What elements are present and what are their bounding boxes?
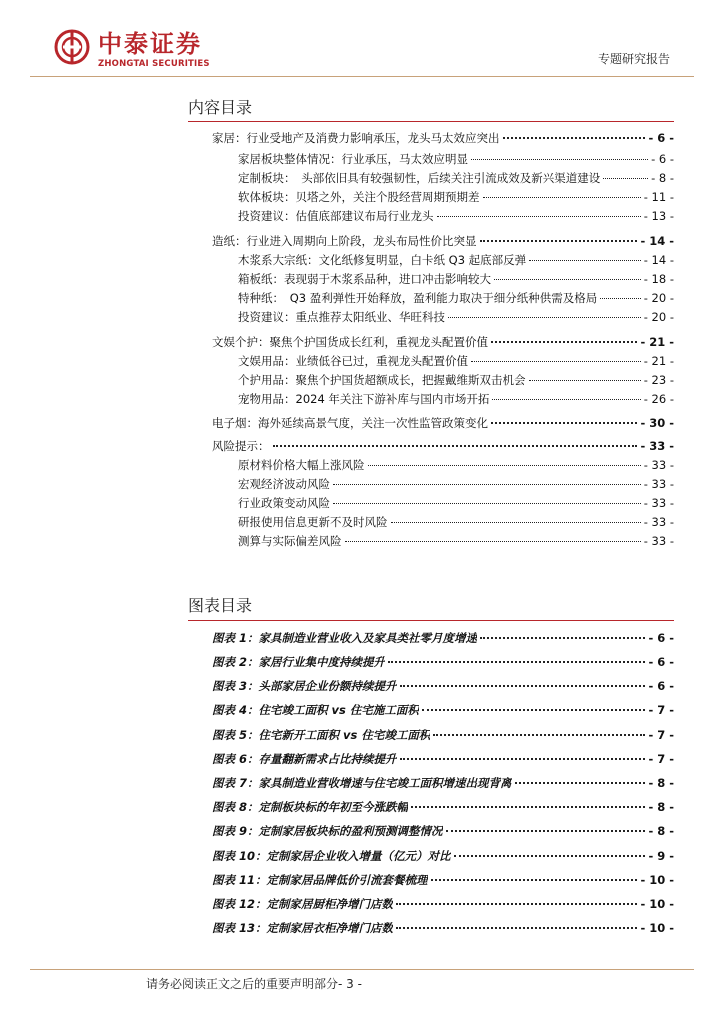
toc-entry-title: 特种纸： Q3 盈利弹性开始释放，盈利能力取决于细分纸种供需及格局: [238, 291, 598, 305]
figure-entry-title: 图表 11：定制家居品牌低价引流套餐梳理: [212, 873, 428, 887]
toc-entry-page: - 33 -: [643, 534, 674, 548]
footer-text: 请务必阅读正文之后的重要声明部分: [146, 977, 339, 991]
dot-leader: [433, 734, 645, 736]
toc-entry-page: - 30 -: [640, 416, 674, 430]
toc-entry[interactable]: [238, 513, 674, 531]
figure-entry[interactable]: [212, 798, 674, 816]
dot-leader: [503, 137, 646, 139]
toc-entry[interactable]: [212, 414, 674, 432]
dot-leader: [400, 685, 646, 687]
figure-entry-title: 图表 13：定制家居衣柜净增门店数: [212, 921, 394, 935]
dot-leader: [422, 709, 646, 711]
figures-title-rule: [188, 620, 674, 621]
toc-entry-title: 定制板块： 头部依旧具有较强韧性，后续关注引流成效及新兴渠道建设: [238, 171, 601, 185]
figure-entry-page: - 10 -: [640, 921, 674, 935]
figure-entry[interactable]: [212, 847, 674, 865]
dot-leader: [454, 855, 646, 857]
toc-entry[interactable]: [238, 475, 674, 493]
figure-entry-title: 图表 5：住宅新开工面积 vs 住宅竣工面积: [212, 728, 431, 742]
brand-name-cn: 中泰证券: [98, 30, 202, 58]
dot-leader: [529, 380, 641, 381]
toc-entry[interactable]: [212, 333, 674, 351]
header-divider: [30, 76, 694, 77]
toc-entry-page: - 11 -: [643, 190, 674, 204]
dot-leader: [483, 197, 641, 198]
dot-leader: [368, 465, 641, 466]
dot-leader: [480, 637, 645, 639]
toc-entry-page: - 6 -: [651, 152, 674, 166]
toc-entry-page: - 8 -: [651, 171, 674, 185]
toc-entry-title: 文娱个护：聚焦个护国货成长红利，重视龙头配置价值: [212, 335, 488, 349]
toc-entry-title: 木浆系大宗纸：文化纸修复明显，白卡纸 Q3 起底部反弹: [238, 253, 527, 267]
figure-entry[interactable]: [212, 871, 674, 889]
dot-leader: [333, 484, 641, 485]
toc-entry-title: 箱板纸：表现弱于木浆系品种，进口冲击影响较大: [238, 272, 491, 286]
dot-leader: [400, 758, 646, 760]
figure-entry[interactable]: [212, 919, 674, 937]
dot-leader: [391, 522, 641, 523]
toc-entry-title: 行业政策变动风险: [238, 496, 330, 510]
figure-entry[interactable]: [212, 750, 674, 768]
toc-entry-page: - 33 -: [643, 496, 674, 510]
toc-entry-page: - 18 -: [643, 272, 674, 286]
toc-entry-title: 宏观经济波动风险: [238, 477, 330, 491]
toc-entry[interactable]: [238, 532, 674, 550]
toc-entry-title: 软体板块：贝塔之外，关注个股经营周期预期差: [238, 190, 480, 204]
figure-entry-page: - 6 -: [648, 655, 674, 669]
toc-entry-page: - 21 -: [640, 335, 674, 349]
toc-entry[interactable]: [238, 188, 674, 206]
dot-leader: [388, 661, 645, 663]
dot-leader: [515, 782, 646, 784]
toc-entry-page: - 33 -: [643, 477, 674, 491]
toc-entry[interactable]: [238, 352, 674, 370]
figure-entry-page: - 7 -: [648, 703, 674, 717]
toc-entry[interactable]: [238, 270, 674, 288]
figure-entry[interactable]: [212, 895, 674, 913]
toc-title-rule: [188, 121, 674, 122]
figure-entry-page: - 8 -: [648, 776, 674, 790]
toc-entry-page: - 6 -: [648, 131, 674, 145]
toc-entry[interactable]: [238, 456, 674, 474]
figure-entry-title: 图表 2：家居行业集中度持续提升: [212, 655, 386, 669]
dot-leader: [396, 927, 637, 929]
dot-leader: [446, 830, 646, 832]
figure-entry-title: 图表 9：定制家居板块标的盈利预测调整情况: [212, 824, 443, 838]
toc-title: 内容目录: [188, 98, 253, 117]
toc-entry[interactable]: [238, 390, 674, 408]
toc-entry-title: 测算与实际偏差风险: [238, 534, 342, 548]
figure-entry-title: 图表 7：家具制造业营收增速与住宅竣工面积增速出现背离: [212, 776, 512, 790]
figure-entry[interactable]: [212, 653, 674, 671]
figure-entry-page: - 8 -: [648, 824, 674, 838]
dot-leader: [411, 806, 645, 808]
figure-entry-title: 图表 3：头部家居企业份额持续提升: [212, 679, 397, 693]
dot-leader: [437, 216, 641, 217]
toc-entry-title: 原材料价格大幅上涨风险: [238, 458, 365, 472]
toc-entry-page: - 33 -: [640, 439, 674, 453]
dot-leader: [494, 279, 641, 280]
figure-entry[interactable]: [212, 677, 674, 695]
dot-leader: [396, 903, 637, 905]
dot-leader: [273, 445, 638, 447]
toc-entry[interactable]: [238, 289, 674, 307]
dot-leader: [345, 541, 641, 542]
figure-entry-page: - 6 -: [648, 679, 674, 693]
toc-entry-page: - 14 -: [643, 253, 674, 267]
toc-entry[interactable]: [212, 437, 674, 455]
toc-entry[interactable]: [238, 251, 674, 269]
dot-leader: [448, 317, 641, 318]
dot-leader: [600, 298, 640, 299]
figure-entry-page: - 7 -: [648, 752, 674, 766]
toc-entry[interactable]: [238, 207, 674, 225]
toc-entry[interactable]: [238, 494, 674, 512]
figure-entry-page: - 7 -: [648, 728, 674, 742]
figure-entry[interactable]: [212, 822, 674, 840]
dot-leader: [491, 341, 637, 343]
figure-entry-page: - 10 -: [640, 873, 674, 887]
figure-entry[interactable]: [212, 701, 674, 719]
toc-entry-title: 文娱用品：业绩低谷已过，重视龙头配置价值: [238, 354, 468, 368]
figure-entry-title: 图表 6：存量翻新需求占比持续提升: [212, 752, 397, 766]
toc-entry-title: 造纸：行业进入周期向上阶段，龙头布局性价比突显: [212, 234, 477, 248]
figure-entry-page: - 9 -: [648, 849, 674, 863]
toc-entry-page: - 23 -: [643, 373, 674, 387]
brand-name-en: ZHONGTAI SECURITIES: [98, 59, 210, 69]
figure-entry-page: - 10 -: [640, 897, 674, 911]
dot-leader: [431, 879, 638, 881]
figure-entry-title: 图表 8：定制板块标的年初至今涨跌幅: [212, 800, 409, 814]
toc-entry-page: - 13 -: [643, 209, 674, 223]
toc-entry-title: 风险提示：: [212, 439, 270, 453]
footer-note: [146, 975, 362, 992]
figure-entry-page: - 6 -: [648, 631, 674, 645]
toc-entry[interactable]: [212, 232, 674, 250]
toc-entry-title: 家居：行业受地产及消费力影响承压，龙头马太效应突出: [212, 131, 500, 145]
toc-entry-title: 家居板块整体情况：行业承压，马太效应明显: [238, 152, 468, 166]
toc-entry-page: - 33 -: [643, 515, 674, 529]
footer-divider: [30, 969, 694, 970]
toc-entry-page: - 14 -: [640, 234, 674, 248]
figure-entry[interactable]: [212, 774, 674, 792]
figures-title: 图表目录: [188, 596, 253, 615]
figure-entry-title: 图表 10：定制家居企业收入增量（亿元）对比: [212, 849, 451, 863]
toc-entry-page: - 26 -: [643, 392, 674, 406]
dot-leader: [603, 178, 648, 179]
report-type-label: 专题研究报告: [597, 52, 670, 66]
toc-entry-title: 投资建议：重点推荐太阳纸业、华旺科技: [238, 310, 445, 324]
toc-entry-title: 宠物用品：2024 年关注下游补库与国内市场开拓: [238, 392, 490, 406]
toc-entry-page: - 20 -: [643, 310, 674, 324]
toc-entry[interactable]: [238, 150, 674, 168]
dot-leader: [480, 240, 638, 242]
toc-entry[interactable]: [238, 169, 674, 187]
toc-entry-title: 投资建议：估值底部建议布局行业龙头: [238, 209, 434, 223]
figure-entry-page: - 8 -: [648, 800, 674, 814]
toc-entry[interactable]: [238, 308, 674, 326]
footer-page-number: - 3 -: [338, 977, 362, 991]
toc-entry-page: - 20 -: [643, 291, 674, 305]
dot-leader: [471, 361, 641, 362]
toc-entry-page: - 21 -: [643, 354, 674, 368]
figure-entry[interactable]: [212, 629, 674, 647]
dot-leader: [529, 260, 641, 261]
figure-entry-title: 图表 1：家具制造业营业收入及家具类社零月度增速: [212, 631, 478, 645]
figure-entry-title: 图表 4：住宅竣工面积 vs 住宅施工面积: [212, 703, 419, 717]
dot-leader: [333, 503, 641, 504]
zhongtai-logo-icon: [54, 29, 90, 65]
figure-entry-title: 图表 12：定制家居厨柜净增门店数: [212, 897, 394, 911]
toc-entry[interactable]: [238, 371, 674, 389]
dot-leader: [491, 422, 637, 424]
dot-leader: [492, 399, 640, 400]
toc-entry[interactable]: [212, 129, 674, 147]
figure-entry[interactable]: [212, 726, 674, 744]
toc-entry-title: 个护用品：聚焦个护国货超额成长，把握戴维斯双击机会: [238, 373, 526, 387]
toc-entry-page: - 33 -: [643, 458, 674, 472]
dot-leader: [471, 159, 648, 160]
toc-entry-title: 电子烟：海外延续高景气度，关注一次性监管政策变化: [212, 416, 488, 430]
toc-entry-title: 研报使用信息更新不及时风险: [238, 515, 388, 529]
